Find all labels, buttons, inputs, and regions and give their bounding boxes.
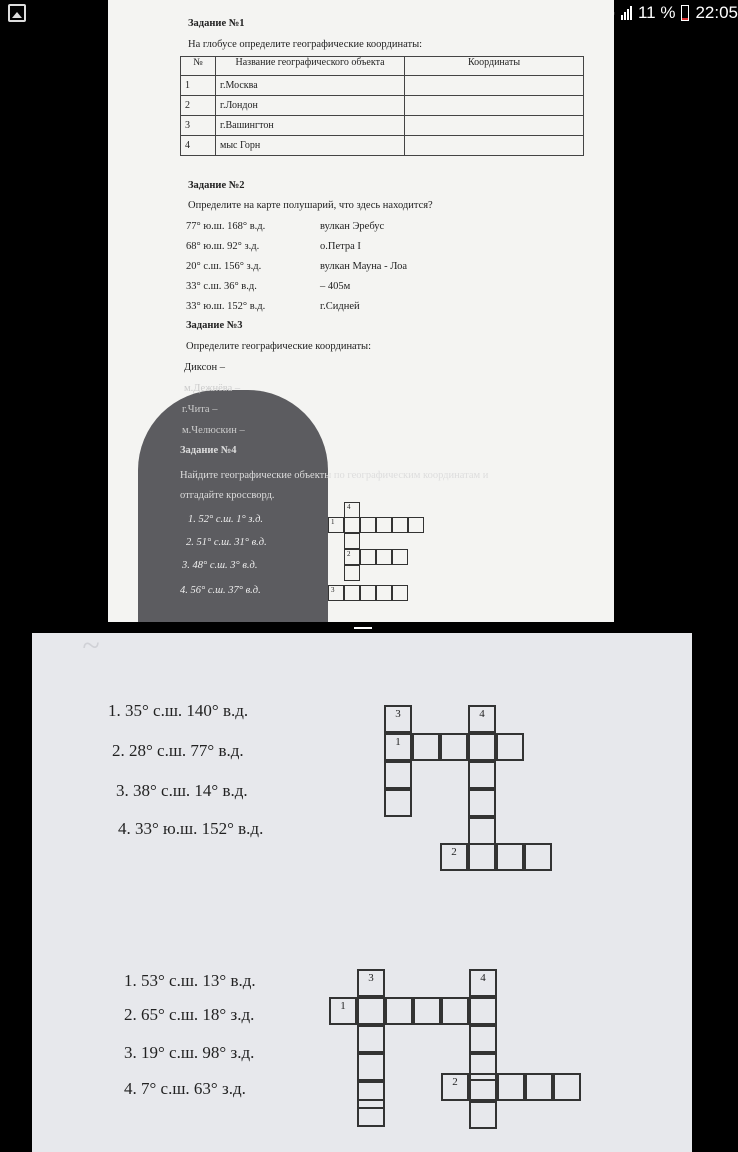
crossword-cell: 4 bbox=[344, 502, 360, 518]
crossword-cell: 2 bbox=[344, 549, 360, 565]
crossword-cell bbox=[468, 843, 496, 871]
crossword-cell bbox=[385, 997, 413, 1025]
task3-item: м.Челюскин – bbox=[182, 425, 245, 436]
battery-icon bbox=[681, 5, 689, 21]
crossword-cell bbox=[524, 843, 552, 871]
crossword-cell bbox=[468, 789, 496, 817]
crossword-cell: 2 bbox=[440, 843, 468, 871]
crossword-b-item: 4. 7° с.ш. 63° з.д. bbox=[124, 1079, 246, 1098]
crossword-cell bbox=[469, 1101, 497, 1129]
crossword-cell bbox=[496, 733, 524, 761]
task2-coords: 20° с.ш. 156° з.д. bbox=[186, 261, 262, 272]
cell-number: 4 bbox=[181, 136, 216, 156]
crossword-cell bbox=[469, 1073, 497, 1101]
crossword-cell bbox=[392, 517, 408, 533]
task2-answer: вулкан Эребус bbox=[320, 221, 385, 232]
cell-coords bbox=[405, 76, 584, 96]
crossword-cell: 4 bbox=[469, 969, 497, 997]
task3-title: Задание №3 bbox=[186, 320, 243, 331]
cell-name: г.Москва bbox=[216, 76, 405, 96]
crossword-cell: 3 bbox=[328, 585, 344, 601]
crossword-cell bbox=[469, 1025, 497, 1053]
crossword-cell bbox=[408, 517, 424, 533]
cell-name: г.Лондон bbox=[216, 96, 405, 116]
task4-item: 4. 56° с.ш. 37° в.д. bbox=[180, 585, 261, 596]
task4-title: Задание №4 bbox=[180, 445, 237, 456]
crossword-cell bbox=[376, 517, 392, 533]
cell-coords bbox=[405, 96, 584, 116]
task2-coords: 68° ю.ш. 92° з.д. bbox=[186, 241, 260, 252]
task2-answer: вулкан Мауна - Лоа bbox=[320, 261, 407, 272]
crossword-cell bbox=[441, 997, 469, 1025]
task3-instruction: Определите географические координаты: bbox=[186, 341, 372, 352]
crossword-cell: 2 bbox=[441, 1073, 469, 1101]
crossword-cell bbox=[376, 585, 392, 601]
cell-name: мыс Горн bbox=[216, 136, 405, 156]
crossword-cell bbox=[392, 549, 408, 565]
crossword-cell bbox=[360, 517, 376, 533]
crossword-cell bbox=[468, 733, 496, 761]
table-header-row bbox=[181, 57, 584, 76]
crossword-b-item: 1. 53° с.ш. 13° в.д. bbox=[124, 971, 256, 990]
task4-item: 1. 52° с.ш. 1° з.д. bbox=[188, 514, 264, 525]
coordinates-table bbox=[180, 56, 584, 156]
crossword-cell bbox=[496, 843, 524, 871]
table-row bbox=[181, 96, 584, 116]
crossword-cell bbox=[440, 733, 468, 761]
crossword-cell bbox=[344, 585, 360, 601]
crossword-cell bbox=[468, 817, 496, 845]
task4-item: 3. 48° с.ш. 3° в.д. bbox=[182, 560, 258, 571]
cell-number: 2 bbox=[181, 96, 216, 116]
crossword-b-item: 2. 65° с.ш. 18° з.д. bbox=[124, 1005, 255, 1024]
column-header: № bbox=[181, 57, 216, 76]
crossword-cell bbox=[376, 549, 392, 565]
crossword-cell bbox=[384, 761, 412, 789]
worksheet-photo-2[interactable] bbox=[32, 633, 692, 1152]
crossword-cell: 3 bbox=[384, 705, 412, 733]
crossword-cell bbox=[357, 1053, 385, 1081]
task4-instruction: отгадайте кроссворд. bbox=[180, 490, 275, 501]
crossword-cell bbox=[360, 585, 376, 601]
table-row bbox=[181, 136, 584, 156]
task3-item: м.Дежнёва – bbox=[184, 383, 241, 394]
task2-answer: г.Сидней bbox=[320, 301, 360, 312]
task3-item: г.Чита – bbox=[182, 404, 218, 415]
crossword-cell bbox=[357, 1025, 385, 1053]
crossword-cell: 4 bbox=[468, 705, 496, 733]
crossword-cell bbox=[412, 733, 440, 761]
crossword-cell bbox=[553, 1073, 581, 1101]
cell-coords bbox=[405, 116, 584, 136]
task2-answer: – 405м bbox=[320, 281, 351, 292]
crossword-cell bbox=[360, 549, 376, 565]
task4-instruction: Найдите географические объекты по географическим координатам и bbox=[180, 470, 489, 481]
crossword-cell bbox=[357, 1099, 385, 1127]
crossword-a-item: 4. 33° ю.ш. 152° в.д. bbox=[118, 819, 264, 838]
task2-answer: о.Петра I bbox=[320, 241, 361, 252]
task2-title: Задание №2 bbox=[188, 180, 245, 191]
crossword-cell: 1 bbox=[329, 997, 357, 1025]
task4-item: 2. 51° с.ш. 31° в.д. bbox=[186, 537, 267, 548]
task3-item: Диксон – bbox=[184, 362, 226, 373]
crossword-cell: 1 bbox=[384, 733, 412, 761]
gallery-notification-icon bbox=[8, 4, 26, 22]
signal-icon bbox=[621, 6, 632, 20]
cell-name: г.Вашингтон bbox=[216, 116, 405, 136]
crossword-cell bbox=[469, 997, 497, 1025]
crossword-b-item: 3. 19° с.ш. 98° з.д. bbox=[124, 1043, 255, 1062]
crossword-cell: 1 bbox=[328, 517, 344, 533]
crossword-cell bbox=[344, 517, 360, 533]
crossword-cell bbox=[468, 761, 496, 789]
crossword-cell bbox=[344, 533, 360, 549]
cell-coords bbox=[405, 136, 584, 156]
task2-instruction: Определите на карте полушарий, что здесь находится? bbox=[188, 200, 433, 211]
table-row bbox=[181, 76, 584, 96]
battery-percent: 11 % bbox=[637, 3, 676, 22]
task1-instruction: На глобусе определите географические координаты: bbox=[188, 39, 423, 50]
crossword-cell bbox=[344, 565, 360, 581]
crossword-cell: 3 bbox=[357, 969, 385, 997]
image-divider bbox=[354, 627, 372, 629]
table-row bbox=[181, 116, 584, 136]
task2-coords: 33° с.ш. 36° в.д. bbox=[186, 281, 257, 292]
crossword-a-item: 3. 38° с.ш. 14° в.д. bbox=[116, 781, 248, 800]
bleed-through-mark: ~ bbox=[82, 633, 100, 663]
crossword-a-item: 2. 28° с.ш. 77° в.д. bbox=[112, 741, 244, 760]
clock: 22:05 bbox=[695, 3, 738, 22]
crossword-cell bbox=[497, 1073, 525, 1101]
task2-coords: 77° ю.ш. 168° в.д. bbox=[186, 221, 266, 232]
crossword-cell bbox=[525, 1073, 553, 1101]
crossword-cell bbox=[392, 585, 408, 601]
crossword-cell bbox=[413, 997, 441, 1025]
column-header: Координаты bbox=[405, 57, 584, 76]
crossword-cell bbox=[357, 997, 385, 1025]
cell-number: 3 bbox=[181, 116, 216, 136]
crossword-a-item: 1. 35° с.ш. 140° в.д. bbox=[108, 701, 249, 720]
worksheet-photo-1[interactable] bbox=[108, 0, 614, 622]
task1-title: Задание №1 bbox=[188, 18, 245, 29]
crossword-cell bbox=[384, 789, 412, 817]
cell-number: 1 bbox=[181, 76, 216, 96]
task2-coords: 33° ю.ш. 152° в.д. bbox=[186, 301, 266, 312]
column-header: Название географического объекта bbox=[216, 57, 405, 76]
